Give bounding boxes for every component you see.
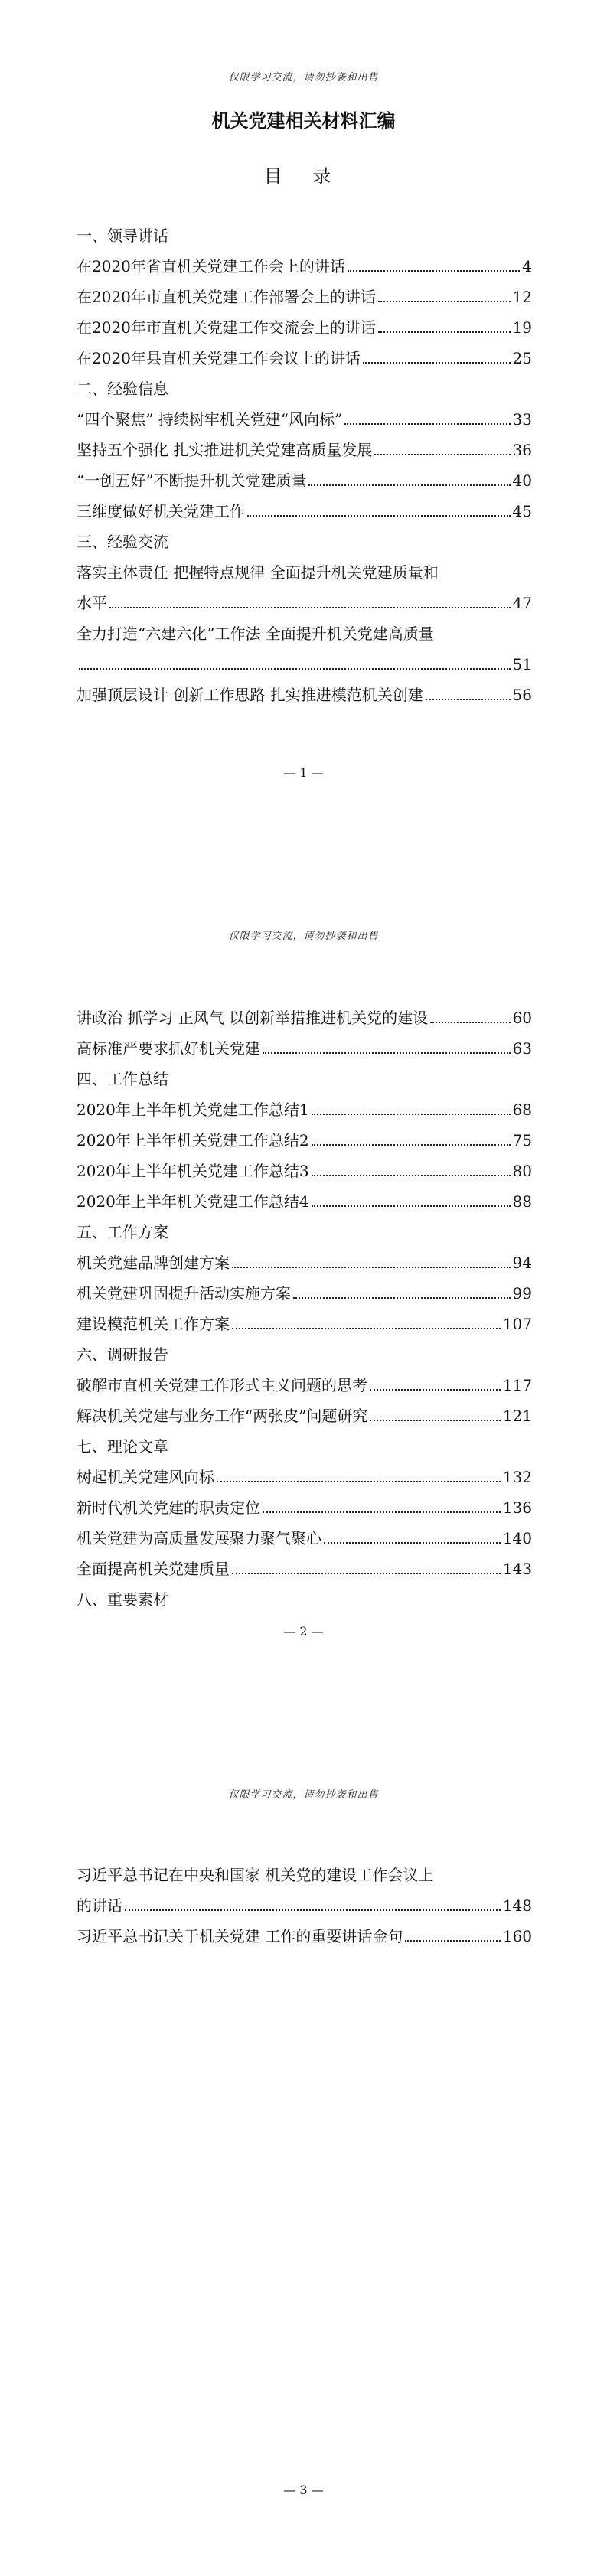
entry-page: 140 xyxy=(502,1529,532,1547)
entry-title: 习近平总书记在中央和国家 机关党的建设工作会议上 xyxy=(77,1866,434,1884)
entry-title: 建设模范机关工作方案 xyxy=(77,1315,230,1333)
entry-title: 全力打造“六建六化”工作法 全面提升机关党建高质量 xyxy=(77,624,434,643)
dot-leader xyxy=(79,668,511,670)
dot-leader xyxy=(263,1052,511,1054)
toc-entry[interactable] xyxy=(77,1125,532,1156)
dot-leader xyxy=(109,607,511,608)
section-title: 四、工作总结 xyxy=(77,1070,168,1088)
toc-entry[interactable] xyxy=(77,1921,532,1952)
entry-title-continued: 的讲话 xyxy=(77,1896,122,1915)
entry-title: 解决机关党建与业务工作“两张皮”问题研究 xyxy=(77,1407,368,1425)
page-number: — 2 — xyxy=(283,1624,324,1639)
page-number: — 1 — xyxy=(283,765,324,780)
entry-page: 40 xyxy=(512,471,532,490)
dot-leader xyxy=(348,270,520,272)
page-header: 仅限学习交流，请勿抄袭和出售 xyxy=(228,72,379,83)
entry-page: 94 xyxy=(512,1254,532,1272)
toc-entry[interactable] xyxy=(77,1247,532,1278)
dot-leader xyxy=(232,1573,501,1574)
entry-page: 4 xyxy=(522,257,532,276)
entry-page: 99 xyxy=(512,1284,532,1303)
toc-entry[interactable] xyxy=(77,1554,532,1584)
dot-leader xyxy=(312,1175,511,1176)
dot-leader xyxy=(344,423,510,425)
table-of-contents xyxy=(77,1003,532,1615)
dot-leader xyxy=(247,515,511,517)
page-3 xyxy=(0,1717,607,2576)
page-header: 仅限学习交流，请勿抄袭和出售 xyxy=(228,931,379,942)
entry-title: 新时代机关党建的职责定位 xyxy=(77,1498,260,1517)
entry-page: 148 xyxy=(502,1896,532,1915)
entry-page: 12 xyxy=(512,288,532,306)
toc-entry[interactable] xyxy=(77,282,532,312)
entry-page: 136 xyxy=(502,1498,532,1517)
entry-title: 坚持五个强化 扎实推进机关党建高质量发展 xyxy=(77,441,373,459)
entry-title: 机关党建巩固提升活动实施方案 xyxy=(77,1284,291,1303)
toc-entry[interactable] xyxy=(77,1186,532,1217)
entry-title: “一创五好”不断提升机关党建质量 xyxy=(77,471,307,490)
entry-page: 107 xyxy=(502,1315,532,1333)
entry-page: 45 xyxy=(512,502,532,520)
entry-page: 68 xyxy=(512,1101,532,1119)
dot-leader xyxy=(370,1420,500,1421)
entry-title: 在2020年市直机关党建工作交流会上的讲话 xyxy=(77,318,376,337)
section-title: 七、理论文章 xyxy=(77,1437,168,1456)
section-title: 二、经验信息 xyxy=(77,380,168,398)
entry-title: 在2020年省直机关党建工作会上的讲话 xyxy=(77,257,345,276)
entry-page: 121 xyxy=(502,1407,532,1425)
toc-entry[interactable] xyxy=(77,312,532,343)
toc-entry[interactable] xyxy=(77,465,532,496)
toc-entry[interactable] xyxy=(77,1523,532,1554)
entry-title: 全面提高机关党建质量 xyxy=(77,1560,230,1578)
toc-entry[interactable] xyxy=(77,1370,532,1400)
entry-page: 117 xyxy=(502,1376,532,1394)
entry-title: 三维度做好机关党建工作 xyxy=(77,502,245,520)
entry-page: 88 xyxy=(512,1192,532,1211)
table-of-contents xyxy=(77,1860,532,1952)
dot-leader xyxy=(312,1144,511,1146)
entry-page: 80 xyxy=(512,1162,532,1180)
toc-entry[interactable] xyxy=(77,1462,532,1492)
entry-page: 160 xyxy=(502,1927,532,1945)
toc-entry[interactable] xyxy=(77,404,532,435)
toc-entry[interactable] xyxy=(77,1278,532,1309)
entry-page: 51 xyxy=(512,655,532,673)
dot-leader xyxy=(324,1542,501,1544)
entry-title: 树起机关党建风向标 xyxy=(77,1468,214,1486)
entry-title: 2020年上半年机关党建工作总结4 xyxy=(77,1192,309,1211)
page-header: 仅限学习交流，请勿抄袭和出售 xyxy=(228,1789,379,1801)
toc-entry[interactable] xyxy=(77,618,532,680)
entry-title: 习近平总书记关于机关党建 工作的重要讲话金句 xyxy=(77,1927,403,1945)
section-title: 五、工作方案 xyxy=(77,1223,168,1241)
dot-leader xyxy=(405,1940,500,1942)
entry-title: 机关党建品牌创建方案 xyxy=(77,1254,230,1272)
toc-entry[interactable] xyxy=(77,1309,532,1339)
entry-page: 132 xyxy=(502,1468,532,1486)
entry-title: 2020年上半年机关党建工作总结2 xyxy=(77,1131,309,1149)
toc-heading: 目 录 xyxy=(263,165,344,187)
dot-leader xyxy=(217,1481,501,1482)
toc-entry[interactable] xyxy=(77,1033,532,1064)
entry-title: 机关党建为高质量发展聚力聚气聚心 xyxy=(77,1529,321,1547)
entry-title: 在2020年市直机关党建工作部署会上的讲话 xyxy=(77,288,376,306)
dot-leader xyxy=(125,1909,501,1911)
toc-entry[interactable] xyxy=(77,496,532,527)
entry-title: “四个聚焦” 持续树牢机关党建“风向标” xyxy=(77,410,343,429)
toc-entry[interactable] xyxy=(77,343,532,373)
dot-leader xyxy=(378,331,511,333)
entry-title: 2020年上半年机关党建工作总结3 xyxy=(77,1162,309,1180)
entry-page: 56 xyxy=(512,686,532,704)
entry-page: 36 xyxy=(512,441,532,459)
dot-leader xyxy=(363,362,511,364)
entry-title: 落实主体责任 把握特点规律 全面提升机关党建质量和 xyxy=(77,563,439,582)
entry-title: 破解市直机关党建工作形式主义问题的思考 xyxy=(77,1376,367,1394)
dot-leader xyxy=(232,1267,511,1268)
dot-leader xyxy=(378,301,511,302)
toc-entry[interactable] xyxy=(77,1156,532,1186)
section-title: 三、经验交流 xyxy=(77,533,168,551)
entry-page: 33 xyxy=(512,410,532,429)
toc-entry[interactable] xyxy=(77,1094,532,1125)
dot-leader xyxy=(308,484,510,486)
dot-leader xyxy=(263,1511,501,1513)
entry-title-continued: 水平 xyxy=(77,594,107,612)
toc-entry[interactable] xyxy=(77,1860,532,1921)
page-number: — 3 — xyxy=(283,2483,324,2497)
dot-leader xyxy=(312,1205,511,1207)
dot-leader xyxy=(430,1022,510,1023)
toc-entry[interactable] xyxy=(77,680,532,710)
entry-title: 2020年上半年机关党建工作总结1 xyxy=(77,1101,309,1119)
toc-entry[interactable] xyxy=(77,557,532,618)
entry-page: 60 xyxy=(512,1009,532,1027)
section-title: 八、重要素材 xyxy=(77,1590,168,1609)
entry-page: 47 xyxy=(512,594,532,612)
page-1 xyxy=(0,0,607,859)
dot-leader xyxy=(426,699,511,700)
entry-page: 75 xyxy=(512,1131,532,1149)
entry-title: 高标准严要求抓好机关党建 xyxy=(77,1039,260,1058)
dot-leader xyxy=(312,1114,511,1115)
dot-leader xyxy=(293,1297,511,1299)
entry-page: 143 xyxy=(502,1560,532,1578)
toc-entry[interactable] xyxy=(77,1003,532,1033)
entry-page: 19 xyxy=(512,318,532,337)
entry-title: 讲政治 抓学习 正风气 以创新举措推进机关党的建设 xyxy=(77,1009,429,1027)
page-2 xyxy=(0,859,607,1717)
section-title: 六、调研报告 xyxy=(77,1345,168,1364)
dot-leader xyxy=(232,1328,501,1329)
table-of-contents xyxy=(77,220,532,710)
section-title: 一、领导讲话 xyxy=(77,227,168,245)
document-title: 机关党建相关材料汇编 xyxy=(211,109,396,132)
entry-title: 加强顶层设计 创新工作思路 扎实推进模范机关创建 xyxy=(77,686,423,704)
entry-title: 在2020年县直机关党建工作会议上的讲话 xyxy=(77,349,361,367)
toc-entry[interactable] xyxy=(77,435,532,465)
toc-entry[interactable] xyxy=(77,1400,532,1431)
toc-entry[interactable] xyxy=(77,1492,532,1523)
entry-page: 63 xyxy=(512,1039,532,1058)
dot-leader xyxy=(370,1389,501,1391)
toc-entry[interactable] xyxy=(77,251,532,282)
dot-leader xyxy=(374,454,510,455)
entry-page: 25 xyxy=(512,349,532,367)
